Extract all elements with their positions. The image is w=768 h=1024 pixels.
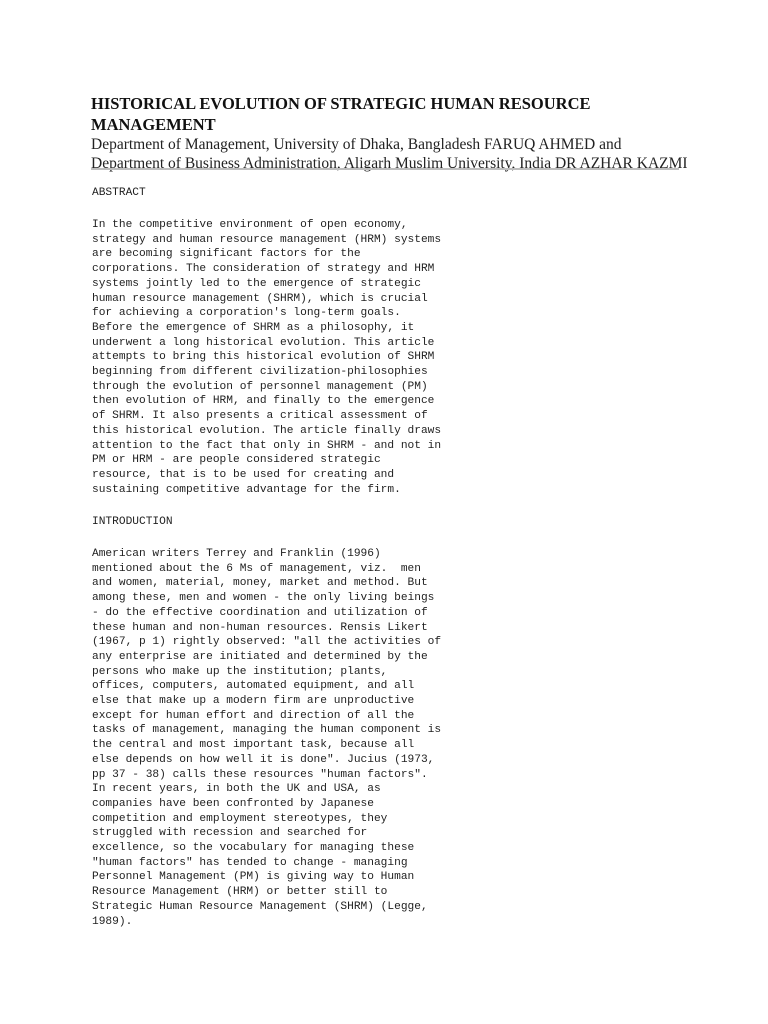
text-line: these human and non-human resources. Rensis Likert: [92, 621, 428, 634]
text-line: are becoming significant factors for the: [92, 248, 361, 261]
title-line: MANAGEMENT: [91, 115, 216, 134]
text-line: - do the effective coordination and utilization of: [92, 606, 428, 619]
text-line: PM or HRM - are people considered strategic: [92, 454, 381, 467]
text-line: In the competitive environment of open economy,: [92, 219, 408, 231]
text-line: underwent a long historical evolution. This article: [92, 336, 435, 349]
text-line: resource, that is to be used for creating and: [92, 468, 395, 481]
text-line: attention to the fact that only in SHRM - and not in: [92, 439, 442, 452]
text-line: tasks of management, managing the human component is: [92, 724, 442, 737]
introduction-body: [92, 547, 441, 929]
text-line: In recent years, in both the UK and USA, as: [92, 783, 381, 796]
text-line: strategy and human resource management (HRM) systems: [92, 233, 442, 246]
text-line: else depends on how well it is done". Jucius (1973,: [92, 753, 435, 766]
header-divider: [91, 168, 679, 170]
text-line: Resource Management (HRM) or better still to: [92, 886, 388, 899]
text-line: "human factors" has tended to change - managing: [92, 856, 408, 869]
text-line: struggled with recession and searched for: [92, 827, 368, 840]
affiliation-line: Department of Business Administration, Aligarh Muslim University, India DR AZHAR KAZMI: [91, 155, 688, 172]
article-header: [91, 93, 691, 173]
title-line: HISTORICAL EVOLUTION OF STRATEGIC HUMAN RESOURCE: [91, 94, 591, 113]
abstract-heading: ABSTRACT: [92, 187, 146, 199]
text-line: Personnel Management (PM) is giving way to Human: [92, 871, 415, 884]
text-line: except for human effort and direction of all the: [92, 709, 415, 722]
text-line: companies have been confronted by Japanese: [92, 797, 374, 810]
text-line: else that make up a modern firm are unproductive: [92, 695, 415, 708]
text-line: beginning from different civilization-philosophies: [92, 366, 428, 379]
text-line: for achieving a corporation's long-term goals.: [92, 307, 401, 320]
text-line: sustaining competitive advantage for the firm.: [92, 483, 401, 496]
text-line: the central and most important task, because all: [92, 739, 415, 752]
text-line: Before the emergence of SHRM as a philosophy, it: [92, 321, 415, 334]
text-line: 1989).: [92, 915, 133, 928]
introduction-heading: INTRODUCTION: [92, 516, 173, 528]
affiliation-line: Department of Management, University of Dhaka, Bangladesh FARUQ AHMED and: [91, 136, 622, 153]
text-line: any enterprise are initiated and determined by the: [92, 650, 428, 663]
text-line: human resource management (SHRM), which is crucial: [92, 292, 428, 305]
text-line: pp 37 - 38) calls these resources "human factors".: [92, 768, 428, 781]
article-title: [91, 93, 691, 135]
text-line: then evolution of HRM, and finally to the emergence: [92, 395, 435, 408]
text-line: Strategic Human Resource Management (SHRM) (Legge,: [92, 900, 428, 913]
text-line: and women, material, money, market and method. But: [92, 577, 428, 590]
text-line: offices, computers, automated equipment, and all: [92, 680, 415, 693]
text-line: this historical evolution. The article finally draws: [92, 424, 442, 437]
text-line: persons who make up the institution; plants,: [92, 665, 388, 678]
text-line: attempts to bring this historical evolution of SHRM: [92, 351, 435, 364]
text-line: American writers Terrey and Franklin (1996): [92, 548, 381, 560]
text-line: of SHRM. It also presents a critical assessment of: [92, 410, 428, 423]
text-line: excellence, so the vocabulary for managing these: [92, 842, 415, 855]
text-line: systems jointly led to the emergence of strategic: [92, 277, 421, 290]
text-line: competition and employment stereotypes, they: [92, 812, 388, 825]
text-line: mentioned about the 6 Ms of management, viz. men: [92, 562, 421, 575]
abstract-body: [92, 218, 441, 497]
text-line: among these, men and women - the only living beings: [92, 592, 435, 605]
text-line: (1967, p 1) rightly observed: "all the activities of: [92, 636, 442, 649]
text-line: corporations. The consideration of strategy and HRM: [92, 263, 435, 276]
text-line: through the evolution of personnel management (PM): [92, 380, 428, 393]
